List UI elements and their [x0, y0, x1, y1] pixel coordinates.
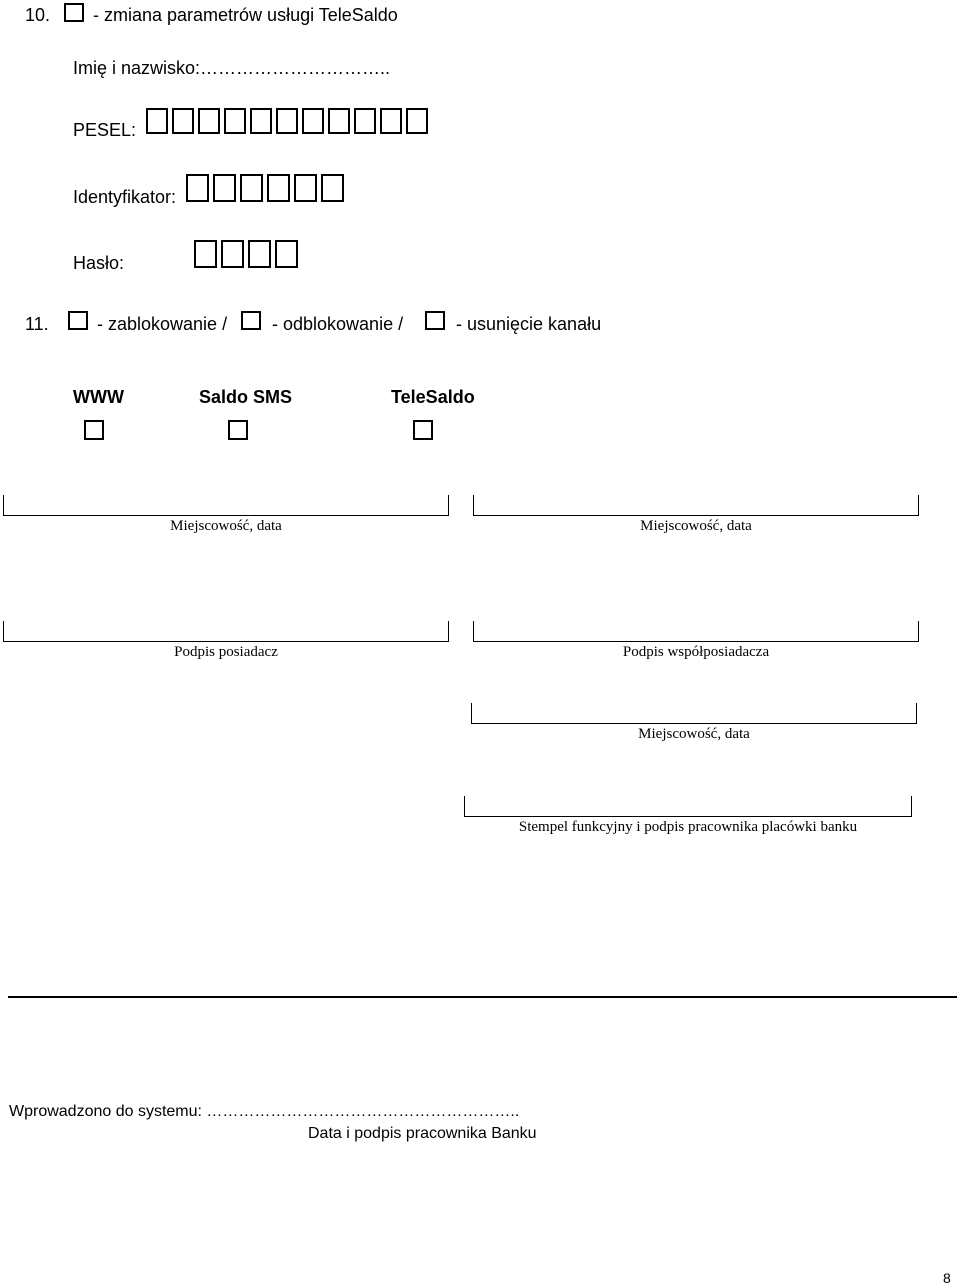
stamp-caption: Stempel funkcyjny i podpis pracownika placówki banku [518, 819, 858, 835]
place-date-right-line[interactable] [473, 495, 919, 516]
pesel-cell[interactable] [380, 108, 402, 134]
channel-telesaldo-checkbox[interactable] [413, 420, 433, 440]
password-cell[interactable] [194, 240, 217, 268]
channel-saldo-sms-checkbox[interactable] [228, 420, 248, 440]
pesel-cell[interactable] [302, 108, 324, 134]
pesel-input[interactable] [146, 108, 428, 134]
place-date-left-line[interactable] [3, 495, 449, 516]
identifier-cell[interactable] [321, 174, 344, 202]
password-cell[interactable] [275, 240, 298, 268]
pesel-cell[interactable] [172, 108, 194, 134]
holder-signature-line[interactable] [3, 621, 449, 642]
name-field-label: Imię i nazwisko:………………………….. [73, 58, 391, 78]
pesel-cell[interactable] [250, 108, 272, 134]
coholder-signature-caption: Podpis współposiadacza [622, 644, 770, 660]
remove-option-label: - usunięcie kanału [456, 314, 602, 334]
identifier-input[interactable] [186, 174, 344, 202]
identifier-cell[interactable] [186, 174, 209, 202]
stamp-line[interactable] [464, 796, 912, 817]
channel-saldo-sms-label: Saldo SMS [199, 387, 293, 407]
channel-telesaldo-label: TeleSaldo [391, 387, 475, 407]
section-10-number: 10. [25, 5, 51, 25]
pesel-cell[interactable] [354, 108, 376, 134]
channel-www-label: WWW [73, 387, 124, 407]
identifier-cell[interactable] [240, 174, 263, 202]
identifier-label: Identyfikator: [73, 187, 177, 207]
coholder-signature-line[interactable] [473, 621, 919, 642]
pesel-cell[interactable] [198, 108, 220, 134]
password-cell[interactable] [248, 240, 271, 268]
page-number: 8 [943, 1270, 951, 1286]
channel-www-checkbox[interactable] [84, 420, 104, 440]
unblock-checkbox[interactable] [241, 311, 261, 330]
pesel-cell[interactable] [276, 108, 298, 134]
pesel-cell[interactable] [328, 108, 350, 134]
identifier-cell[interactable] [213, 174, 236, 202]
pesel-label: PESEL: [73, 120, 137, 140]
holder-signature-caption: Podpis posiadacz [174, 644, 278, 660]
entered-into-system-label: Wprowadzono do systemu: ………………………………………………….. [9, 1103, 520, 1120]
section-11-number: 11. [25, 314, 49, 334]
bank-place-date-line[interactable] [471, 703, 917, 724]
footer-divider [8, 996, 957, 998]
place-date-left-caption: Miejscowość, data [170, 518, 282, 534]
unblock-option-label: - odblokowanie / [272, 314, 404, 334]
password-cell[interactable] [221, 240, 244, 268]
block-option-label: - zablokowanie / [97, 314, 228, 334]
section-10-title: - zmiana parametrów usługi TeleSaldo [93, 5, 398, 25]
password-label: Hasło: [73, 253, 125, 273]
pesel-cell[interactable] [224, 108, 246, 134]
bank-signature-caption: Data i podpis pracownika Banku [308, 1125, 537, 1142]
identifier-cell[interactable] [294, 174, 317, 202]
password-input[interactable] [194, 240, 298, 268]
remove-checkbox[interactable] [425, 311, 445, 330]
pesel-cell[interactable] [146, 108, 168, 134]
bank-place-date-caption: Miejscowość, data [638, 726, 750, 742]
section-10-checkbox[interactable] [64, 3, 84, 22]
place-date-right-caption: Miejscowość, data [640, 518, 752, 534]
block-checkbox[interactable] [68, 311, 88, 330]
identifier-cell[interactable] [267, 174, 290, 202]
pesel-cell[interactable] [406, 108, 428, 134]
